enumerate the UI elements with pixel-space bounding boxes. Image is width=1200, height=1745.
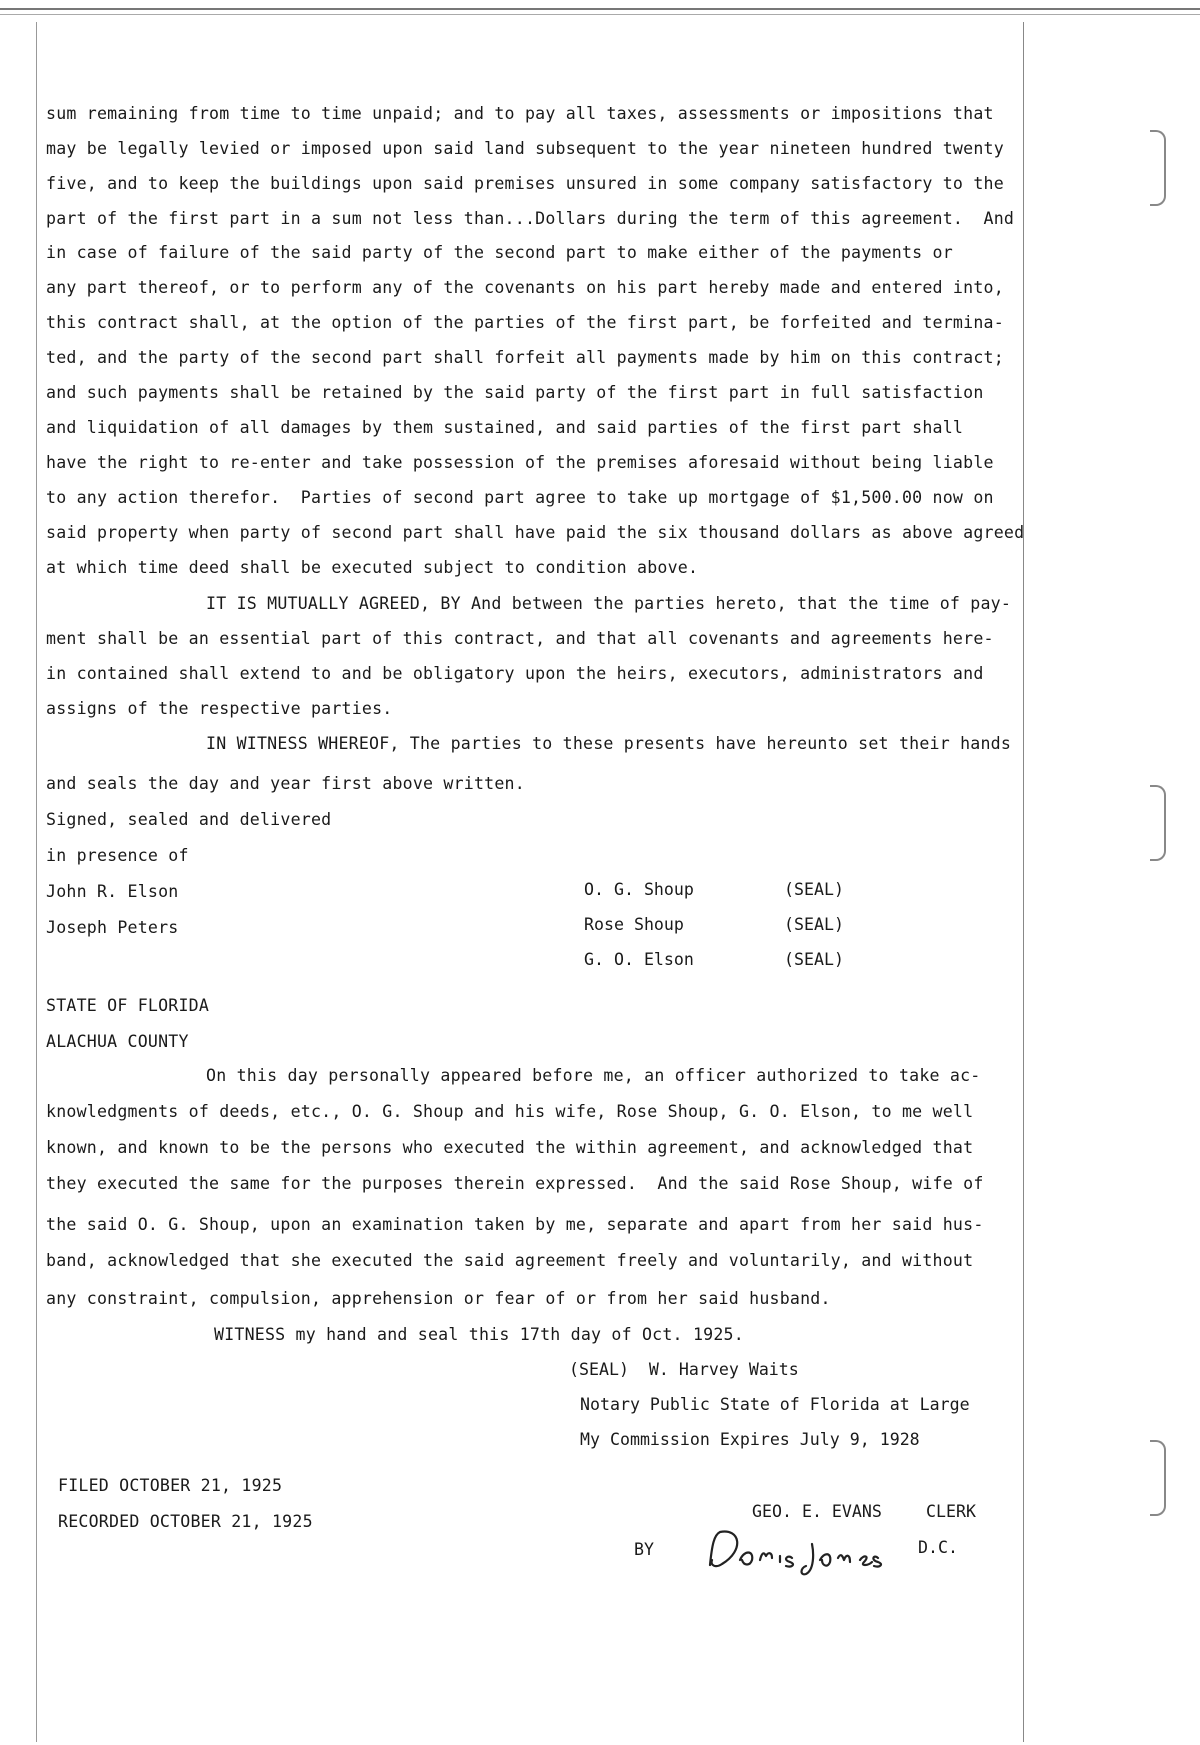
body-line: in case of failure of the said party of the second part to make either of the payments or [46, 243, 953, 262]
binder-hole-icon [1150, 785, 1166, 861]
witness-line: and seals the day and year first above written. [46, 774, 525, 793]
signer-seal: (SEAL) [784, 880, 844, 899]
deputy-clerk-label: D.C. [918, 1538, 958, 1557]
body-line: and such payments shall be retained by the said party of the first part in full satisfaction [46, 383, 984, 402]
top-rule-secondary [0, 14, 1200, 15]
notary-line: (SEAL) W. Harvey Waits [569, 1360, 799, 1379]
by-label: BY [634, 1540, 654, 1559]
body-line: part of the first part in a sum not less than...Dollars during the term of this agreement. And [46, 209, 1015, 228]
body-line: at which time deed shall be executed subject to condition above. [46, 558, 699, 577]
state-heading: STATE OF FLORIDA [46, 996, 210, 1015]
clerk-name: GEO. E. EVANS [752, 1502, 882, 1521]
signer-name: G. O. Elson [584, 950, 694, 969]
ack-line: any constraint, compulsion, apprehension or fear of or from her said husband. [46, 1289, 831, 1308]
ack-line: band, acknowledged that she executed the said agreement freely and voluntarily, and without [46, 1251, 974, 1270]
body-line: ted, and the party of the second part shall forfeit all payments made by him on this contract; [46, 348, 1004, 367]
notary-line: My Commission Expires July 9, 1928 [580, 1430, 920, 1449]
mutual-line: assigns of the respective parties. [46, 699, 393, 718]
witness-line: Signed, sealed and delivered [46, 810, 332, 829]
body-line: have the right to re-enter and take possession of the premises aforesaid without being liable [46, 453, 994, 472]
binder-hole-icon [1150, 1440, 1166, 1516]
mutual-line: ment shall be an essential part of this contract, and that all covenants and agreements here- [46, 629, 994, 648]
signer-seal: (SEAL) [784, 950, 844, 969]
clerk-title: CLERK [926, 1502, 976, 1521]
ack-line: they executed the same for the purposes therein expressed. And the said Rose Shoup, wife of [46, 1174, 984, 1193]
filed-line: FILED OCTOBER 21, 1925 [58, 1476, 283, 1495]
body-line: said property when party of second part shall have paid the six thousand dollars as above agreed [46, 523, 1025, 542]
signer-name: O. G. Shoup [584, 880, 694, 899]
body-line: and liquidation of all damages by them sustained, and said parties of the first part shall [46, 418, 964, 437]
signer-name: Rose Shoup [584, 915, 684, 934]
right-margin-line [1023, 22, 1024, 1742]
ack-line: known, and known to be the persons who executed the within agreement, and acknowledged that [46, 1138, 974, 1157]
recorded-line: RECORDED OCTOBER 21, 1925 [58, 1512, 313, 1531]
signer-seal: (SEAL) [784, 915, 844, 934]
witness-line: IN WITNESS WHEREOF, The parties to these presents have hereunto set their hands [206, 734, 1012, 753]
county-heading: ALACHUA COUNTY [46, 1032, 189, 1051]
witness-name: John R. Elson [46, 882, 179, 901]
handwritten-signature-icon [700, 1520, 920, 1580]
body-line: sum remaining from time to time unpaid; and to pay all taxes, assessments or impositions that [46, 104, 994, 123]
witness-line: in presence of [46, 846, 189, 865]
body-line: any part thereof, or to perform any of the covenants on his part hereby made and entered into, [46, 278, 1004, 297]
mutual-line: in contained shall extend to and be obligatory upon the heirs, executors, administrators and [46, 664, 984, 683]
top-rule [0, 8, 1200, 10]
notary-line: Notary Public State of Florida at Large [580, 1395, 970, 1414]
ack-line: the said O. G. Shoup, upon an examination taken by me, separate and apart from her said hus- [46, 1215, 984, 1234]
mutual-line: IT IS MUTUALLY AGREED, BY And between the parties hereto, that the time of pay- [206, 594, 1012, 613]
witness-hand-line: WITNESS my hand and seal this 17th day of Oct. 1925. [214, 1325, 744, 1344]
body-line: may be legally levied or imposed upon said land subsequent to the year nineteen hundred twenty [46, 139, 1004, 158]
binder-hole-icon [1150, 130, 1166, 206]
witness-name: Joseph Peters [46, 918, 179, 937]
body-line: to any action therefor. Parties of second part agree to take up mortgage of $1,500.00 now on [46, 488, 994, 507]
body-line: this contract shall, at the option of the parties of the first part, be forfeited and termina- [46, 313, 1004, 332]
ack-line: On this day personally appeared before me, an officer authorized to take ac- [206, 1066, 981, 1085]
ack-line: knowledgments of deeds, etc., O. G. Shoup and his wife, Rose Shoup, G. O. Elson, to me well [46, 1102, 974, 1121]
left-margin-line [36, 22, 37, 1742]
body-line: five, and to keep the buildings upon said premises unsured in some company satisfactory to the [46, 174, 1004, 193]
